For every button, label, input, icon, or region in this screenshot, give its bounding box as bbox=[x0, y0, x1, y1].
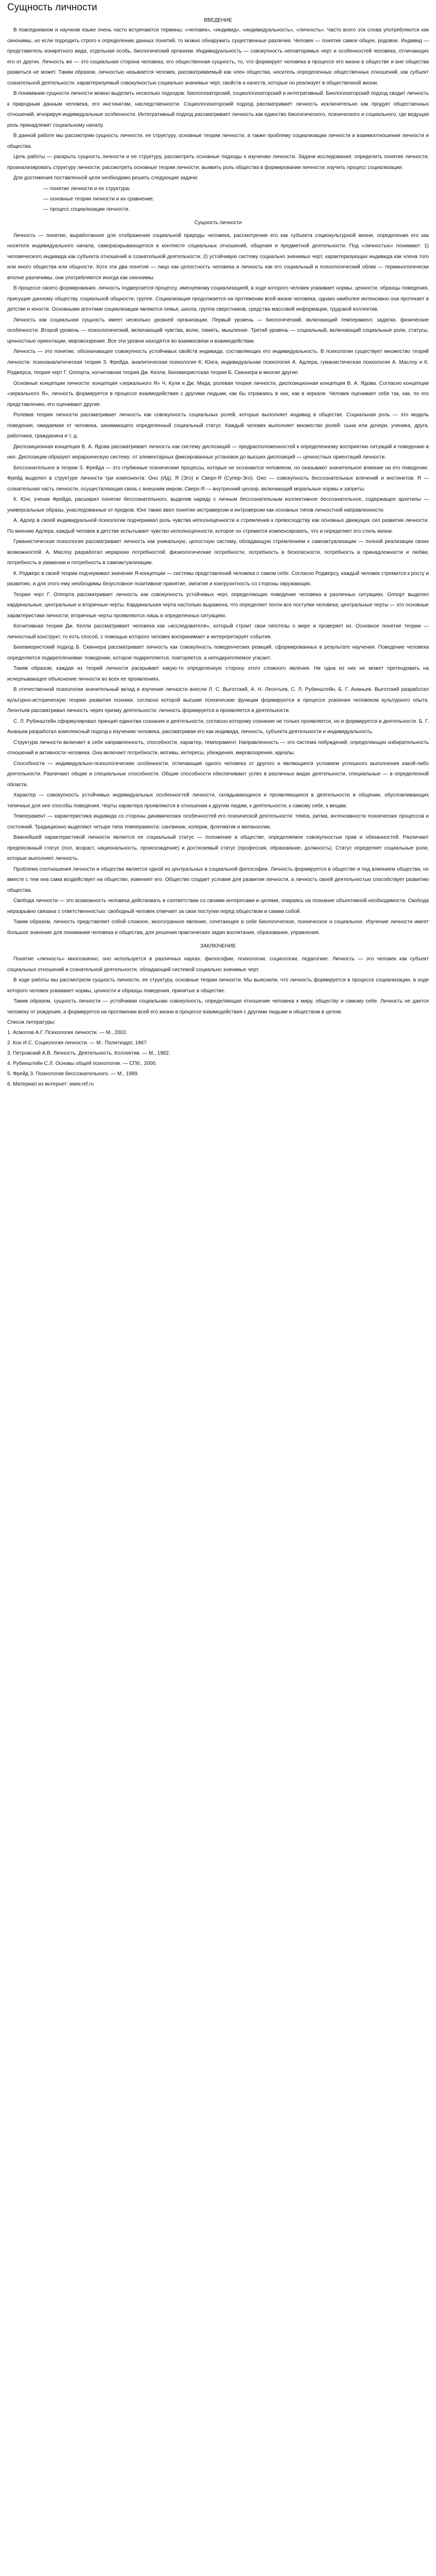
main-paragraph: Характер — совокупность устойчивых индивидуальных особенностей личности, складывающихся и проявляющихся в деятельности и общении, обусловливающих типичные для нее способы поведения. Черты характера проявляются в отношении к другим людям, к деятельности, к самому себе, к вещам. bbox=[7, 792, 429, 809]
intro-paragraph: В понимании сущности личности можно выделить несколько подходов: биологизаторский, социологизаторский и интегративный. Биологизаторский подход сводит личность к природным данным человека, его инстинктам, наследственности. Социологизаторский подход рассматривает личность исключительно как продукт общественных отношений, игнорируя индивидуальные особенности. Интегративный подход рассматривает личность как единство биологического, психического и социального, где ведущая роль принадлежит социальному началу. bbox=[7, 91, 429, 128]
reference-item: 5. Фрейд З. Психология бессознательного. — М., 1989. bbox=[7, 1071, 139, 1077]
task-item: — процесс социализации личности. bbox=[43, 206, 130, 212]
conclusion-section bbox=[7, 954, 429, 1018]
main-paragraph: В отечественной психологии значительный вклад в изучение личности внесли Л. С. Выготский, А. Н. Леонтьев, С. Л. Рубинштейн, Б. Г. Ананьев. Выготский разработал культурно-историческую теорию развития психики, согласно которой высшие психические функции формируются в процессе усвоения человеком культурного опыта. Леонтьев рассматривал личность через призму деятельности: личность формируется и проявляется в деятельности. bbox=[7, 687, 429, 714]
main-paragraph: Структура личности включает в себя направленность, способности, характер, темперамент. Направленность — это система побуждений, определяющих избирательность отношений и активности человека. Она включает потребности, мотивы, интересы, убеждения, мировоззрение, идеалы. bbox=[7, 739, 429, 756]
document-page bbox=[0, 2, 436, 2576]
conclusion-paragraph: Понятие «личность» многозначно, оно используется в различных науках: философии, психологии, социологии, педагогике. Личность — это человек как субъект социальных отношений и сознательной деятельности, обладающий системой социально значимых черт. bbox=[7, 956, 429, 973]
document-title: Сущность личности bbox=[7, 2, 97, 13]
main-paragraph: С. Л. Рубинштейн сформулировал принцип единства сознания и деятельности, согласно которому сознание не только проявляется, но и формируется в деятельности. Б. Г. Ананьев разработал комплексный подход к изучению человека, рассматривая его как индивида, личность, субъекта деятельности и индивидуальность. bbox=[7, 718, 429, 735]
main-paragraph: Личность — понятие, выработанное для отображения социальной природы человека, рассмотрения его как субъекта социокультурной жизни, определения его как носителя индивидуального начала, самораскрывающегося в контексте социальных отношений, общения и предметной деятельности. Под «личностью» понимают: 1) человеческого индивида как субъекта отношений и сознательной деятельности; 2) устойчивую систему социально значимых черт, характеризующих индивида как члена того или иного общества или общности. Хотя эти два понятия — лицо как целостность человека и личность как его социальный и психологический облик — терминологически вполне различимы, они употребляются иногда как синонимы. bbox=[7, 232, 429, 281]
references-heading: Список литературы: bbox=[7, 1020, 56, 1025]
reference-item: 4. Рубинштейн С.Л. Основы общей психологии. — СПб., 2000. bbox=[7, 1061, 157, 1066]
conclusion-paragraph: Таким образом, сущность личности — устойчивая социальная совокупность, определяющая отношение человека к миру, обществу и самому себе. Личность не дается человеку от рождения, а формируется на протяжении всей его жизни в процессе взаимодействия с другими людьми и обществом в целом. bbox=[7, 998, 429, 1015]
main-paragraph: Бессознательное в теории З. Фрейда — это глубинные психические процессы, которые не осознаются человеком, но оказывают значительное влияние на его поведение. Фрейд выделял в структуре личности три компонента: Оно (Ид), Я (Эго) и Сверх-Я (Супер-Эго). Оно — совокупность бессознательных влечений и инстинктов; Я — сознательная часть личности, осуществляющая связь с внешним миром; Сверх-Я — внутренний цензор, включающий моральные нормы и запреты. bbox=[7, 465, 429, 492]
intro-paragraph: В данной работе мы рассмотрим сущность личности, ее структуру, основные теории личности, а также проблему социализации личности и взаимоотношения личности и общества. bbox=[7, 133, 429, 149]
main-paragraph: В процессе своего формирования, личность подвергается процессу, именуемому социализацией, в ходе которого человек усваивает нормы, ценности, образцы поведения, присущие данному обществу, социальной общности, группе. Социализация продолжается на протяжении всей жизни человека, однако наиболее интенсивно она протекает в детстве и юности. Основными агентами социализации являются семья, школа, группа сверстников, средства массовой информации, трудовой коллектив. bbox=[7, 285, 429, 312]
main-paragraph: Темперамент — характеристика индивида со стороны динамических особенностей его психической деятельности: темпа, ритма, интенсивности психических процессов и состояний. Традиционно выделяют четыре типа темперамента: сангвиник, холерик, флегматик и меланхолик. bbox=[7, 814, 429, 830]
main-paragraph: Свобода личности — это возможность человека действовать в соответствии со своими интересами и целями, опираясь на познание объективной необходимости. Свобода неразрывно связана с ответственностью: свободный человек отвечает за свои поступки перед обществом и самим собой. bbox=[7, 898, 429, 914]
main-paragraph: Проблема соотношения личности и общества является одной из центральных в социальной философии. Личность формируется в обществе и под влиянием общества, но вместе с тем она сама воздействует на общество, изменяет его. Общество создает условия для развития личности, а личность своей деятельностью способствует развитию общества. bbox=[7, 866, 429, 893]
main-paragraph: Личность как социальная сущность имеет несколько уровней организации. Первый уровень — биологический, включающий темперамент, задатки, физические особенности. Второй уровень — психологический, включающий чувства, волю, память, мышление. Третий уровень — социальный, включающий социальные роли, статусы, ценностные ориентации, мировоззрение. Все эти уровни находятся во взаимосвязи и взаимодействии. bbox=[7, 317, 429, 344]
main-paragraph: Таким образом, каждая из теорий личности раскрывает какую-то определенную сторону этого сложного явления. Ни одна из них не может претендовать на исчерпывающее объяснение личности во всех ее проявлениях. bbox=[7, 666, 429, 682]
reference-item: 3. Петровский А.В. Личность. Деятельность. Коллектив. — М., 1982. bbox=[7, 1050, 170, 1056]
intro-paragraph: В повседневном и научном языке очень часто встречаются термины: «человек», «индивид», «индивидуальность», «личность». Часто всего эти слова употребляются как синонимы, но если подходить строго к определению данных понятий, то можно обнаружить существенные различия. Человек — понятие самое общее, родовое. Индивид — представитель конкретного вида, отдельная особь, биологический организм. Индивидуальность — совокупность неповторимых черт и особенностей человека, отличающих его от других. Личность же — это социальная сторона человека, его общественная сущность, то, что формирует человека в процессе его жизни в обществе и вне общества развиться не может. Таким образом, личностью называется человек, рассматриваемый как член общества, носитель определенных общественных отношений, как субъект сознательной деятельности, характеризуемый совокупностью социально значимых черт, свойств и качеств, которые он реализует в общественной жизни. bbox=[7, 27, 429, 86]
references-list bbox=[7, 1028, 429, 1090]
main-heading: Сущность личности bbox=[194, 219, 242, 226]
main-paragraph: Когнитивная теория Дж. Келли рассматривает человека как «исследователя», который строит свои гипотезы о мире и проверяет их. Основное понятие теории — личностный конструкт, то есть способ, с помощью которого человек воспринимает и интерпретирует события. bbox=[7, 623, 429, 640]
reference-item: 2. Кон И.С. Социология личности. — М.: Политиздат, 1967. bbox=[7, 1040, 148, 1046]
main-paragraph: Теория черт Г. Олпорта рассматривает личность как совокупность устойчивых черт, определяющих поведение человека в различных ситуациях. Олпорт выделял кардинальные, центральные и вторичные черты. Кардинальная черта настолько выражена, что определяет почти все поступки человека; центральные черты — это основные характеристики личности; вторичные черты проявляются лишь в определенных ситуациях. bbox=[7, 591, 429, 619]
intro-section bbox=[7, 25, 429, 173]
main-paragraph: Личность — это понятие, обозначающее совокупность устойчивых свойств индивида, составляющих его индивидуальность. В психологии существует множество теорий личности: психоаналитическая теория З. Фрейда, аналитическая психология К. Юнга, индивидуальная психология А. Адлера, гуманистическая психология А. Маслоу и К. Роджерса, теория черт Г. Олпорта, когнитивная теория Дж. Келли, бихевиористская теория Б. Скиннера и многие другие. bbox=[7, 349, 429, 376]
main-paragraph: К. Роджерс в своей теории подчеркивал значение Я-концепции — системы представлений человека о самом себе. Согласно Роджерсу, каждый человек стремится к росту и развитию, и для этого ему необходимы безусловное позитивное принятие, эмпатия и конгруэнтность со стороны окружающих. bbox=[7, 570, 429, 587]
main-paragraph: Диспозиционная концепция В. А. Ядова рассматривает личность как систему диспозиций — предрасположенностей к определенному восприятию ситуаций и поведению в них. Диспозиции образуют иерархическую систему: от элементарных фиксированных установок до высших диспозиций — ценностных ориентаций личности. bbox=[7, 444, 429, 460]
main-paragraph: Основные концепции личности: концепция «зеркального Я» Ч. Кули и Дж. Мида, ролевая теория личности, диспозиционная концепция В. А. Ядова. Согласно концепции «зеркального Я», личность формируется в процессе взаимодействия с другими людьми, как бы отражаясь в них, как в зеркале. Человек оценивает себя так, как, по его представлению, его оценивают другие. bbox=[7, 380, 429, 408]
reference-item: 1. Асмолов А.Г. Психология личности. — М., 2002. bbox=[7, 1030, 128, 1036]
main-paragraph: Важнейшей характеристикой личности является ее социальный статус — положение в обществе, определяемое совокупностью прав и обязанностей. Различают предписанный статус (пол, возраст, национальность, происхождение) и достигаемый статус (профессия, образование, должность). Статус определяет социальные роли, которые выполняет личность. bbox=[7, 835, 429, 861]
intro-paragraph: Цель работы — раскрыть сущность личности и ее структуру, рассмотреть основные подходы к изучению личности. Задачи исследования: определить понятие личности; проанализировать структуру личности; рассмотреть основные теории личности; выявить роль общества в формировании личности; изучить процесс социализации. bbox=[7, 154, 429, 171]
main-paragraph: Способности — индивидуально-психологические особенности, отличающие одного человека от другого и являющиеся условием успешного выполнения какой-либо деятельности. Различают общие и специальные способности. Общие способности обеспечивают успех в различных видах деятельности, специальные — в определенной области. bbox=[7, 760, 429, 788]
reference-item: 6. Материал из интернет: www.ref.ru bbox=[7, 1081, 94, 1087]
main-paragraph: Гуманистическая психология рассматривает личность как уникальную, целостную систему, обладающую стремлением к самоактуализации — полной реализации своих возможностей. А. Маслоу разработал иерархию потребностей: физиологические потребности, потребность в безопасности, потребность в принадлежности и любви, потребность в уважении и потребность в самоактуализации. bbox=[7, 539, 429, 566]
task-item: — понятие личности и ее структура; bbox=[43, 185, 131, 192]
tasks-list bbox=[7, 184, 429, 215]
intro-heading: ВВЕДЕНИЕ bbox=[204, 18, 232, 23]
main-paragraph: Таким образом, личность представляет собой сложное, многогранное явление, сочетающее в себе биологическое, психическое и социальное. Изучение личности имеет большое значение для понимания человека и общества, для решения практических задач воспитания, образования, управления. bbox=[7, 919, 429, 936]
main-paragraph: Бихевиористский подход Б. Скиннера рассматривает личность как совокупность поведенческих реакций, сформированных в результате научения. Поведение человека определяется подкреплениями: поведение, которое подкрепляется, повторяется, а неподкрепляемое угасает. bbox=[7, 645, 429, 661]
task-item: — основные теории личности и их сравнение; bbox=[43, 196, 154, 202]
tasks-intro: Для достижения поставленной цели необходимо решить следующие задачи: bbox=[13, 175, 199, 181]
main-paragraph: Ролевая теория личности рассматривает личность как совокупность социальных ролей, которые выполняет индивид в обществе. Социальная роль — это модель поведения, ожидаемая от человека, занимающего определенный социальный статус. Каждый человек выполняет множество ролей: сына или дочери, ученика, друга, работника, гражданина и т. д. bbox=[7, 412, 429, 439]
conclusion-paragraph: В ходе работы мы рассмотрели сущность личности, ее структуру, основные теории личности. Мы выяснили, что личность формируется в процессе социализации, в ходе которого человек усваивает нормы, ценности и образцы поведения, принятые в обществе. bbox=[7, 977, 429, 994]
conclusion-heading: ЗАКЛЮЧЕНИЕ bbox=[200, 943, 236, 949]
main-paragraph: А. Адлер в своей индивидуальной психологии подчеркивал роль чувства неполноценности и стремления к превосходству как основных движущих сил развития личности. По мнению Адлера, каждый человек в детстве испытывает чувство неполноценности, которое он стремится компенсировать, что и определяет его стиль жизни. bbox=[7, 518, 429, 534]
main-section bbox=[7, 231, 429, 939]
main-paragraph: К. Юнг, ученик Фрейда, расширил понятие бессознательного, выделив наряду с личным бессознательным коллективное бессознательное, содержащее архетипы — универсальные образы, унаследованные от предков. Юнг также ввел понятия экстраверсии и интроверсии как основных типов личностной направленности. bbox=[7, 497, 429, 513]
